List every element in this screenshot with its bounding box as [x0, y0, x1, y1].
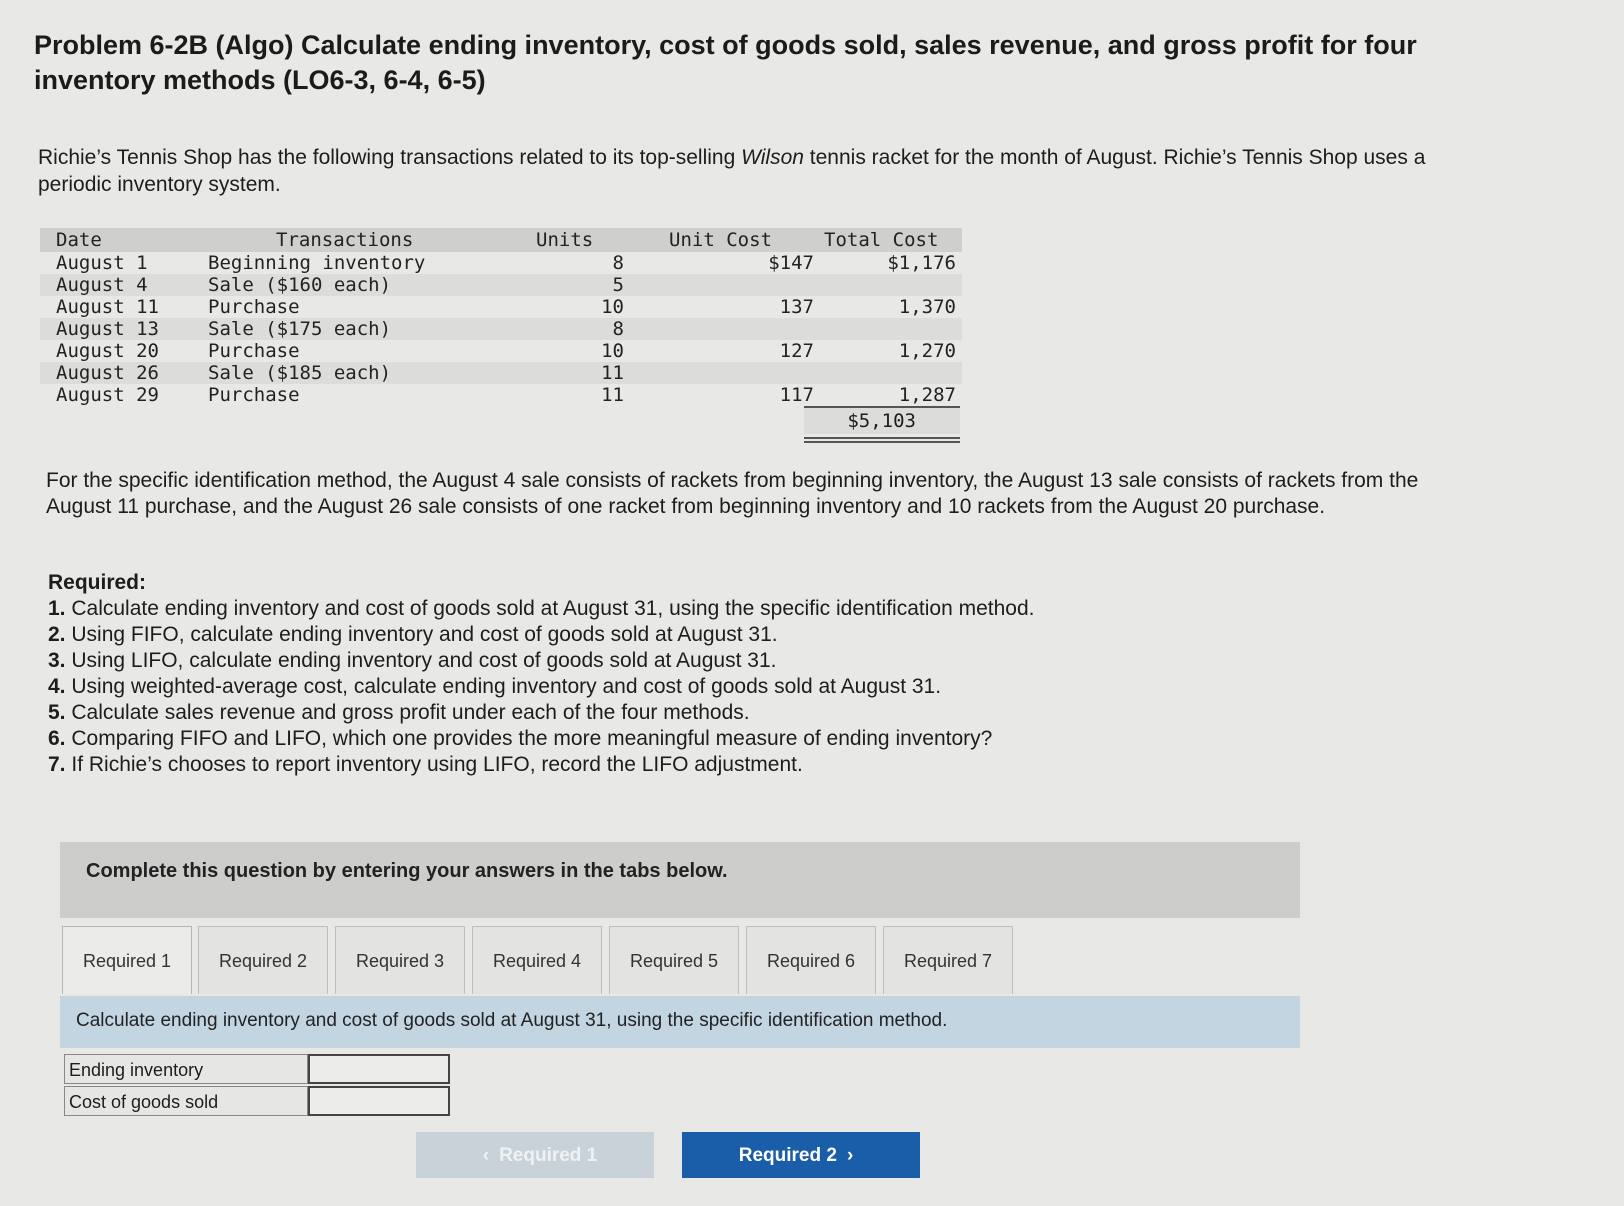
table-row — [40, 252, 962, 274]
row-units: 11 — [601, 362, 624, 384]
grand-total-double-rule — [804, 437, 960, 443]
intro-before: Richie’s Tennis Shop has the following transactions related to its top-selling — [38, 146, 742, 169]
specific-identification-note: For the specific identification method, the August 4 sale consists of rackets from beginning inventory, the August 13 sale consists of rackets from the August 11 purchase, and the August 26 sale consists of one racket from beginning inventory and 10 rackets from the August 20 purchase. — [46, 469, 1419, 518]
required-item — [48, 648, 1468, 674]
row-units: 5 — [612, 274, 624, 296]
required-item-text: If Richie’s chooses to report inventory using LIFO, record the LIFO adjustment. — [71, 753, 803, 776]
table-row — [40, 340, 962, 362]
row-units: 10 — [601, 340, 624, 362]
inventory-table-header — [40, 228, 962, 252]
required-item — [48, 674, 1468, 700]
instruction-panel — [60, 842, 1300, 918]
row-units: 10 — [601, 296, 624, 318]
row-unit-cost: 137 — [779, 296, 814, 318]
header-transactions: Transactions — [276, 229, 414, 251]
required-item-num: 7. — [48, 753, 66, 776]
tab-required-7[interactable]: Required 7 — [883, 926, 1013, 994]
required-item — [48, 622, 1468, 648]
row-date: August 20 — [56, 340, 159, 362]
row-units: 8 — [612, 318, 624, 340]
required-item-num: 5. — [48, 701, 66, 724]
row-date: August 4 — [56, 274, 148, 296]
tab-required-6[interactable]: Required 6 — [746, 926, 876, 994]
row-units: 11 — [601, 384, 624, 406]
row-date: August 11 — [56, 296, 159, 318]
required-item — [48, 752, 1468, 778]
required-item-text: Using weighted-average cost, calculate ending inventory and cost of goods sold at August 31. — [71, 675, 942, 698]
cogs-label: Cost of goods sold — [64, 1086, 308, 1116]
tab-required-4[interactable]: Required 4 — [472, 926, 602, 994]
required-item-num: 3. — [48, 649, 66, 672]
row-transaction: Sale ($185 each) — [208, 362, 392, 384]
required-item-text: Calculate sales revenue and gross profit under each of the four methods. — [71, 701, 750, 724]
required-item-text: Using LIFO, calculate ending inventory and cost of goods sold at August 31. — [71, 649, 777, 672]
row-transaction: Purchase — [208, 384, 300, 406]
prev-label: Required 1 — [499, 1145, 598, 1166]
tab-required-1[interactable]: Required 1 — [62, 926, 192, 994]
required-item — [48, 700, 1468, 726]
required-item — [48, 726, 1468, 752]
header-unit-cost: Unit Cost — [669, 229, 772, 251]
required-list — [48, 570, 1468, 778]
row-unit-cost: 117 — [779, 384, 814, 406]
inventory-table — [40, 228, 962, 406]
prev-required-button[interactable] — [416, 1132, 654, 1178]
row-unit-cost: $147 — [768, 252, 814, 274]
row-date: August 1 — [56, 252, 148, 274]
tab-required-3[interactable]: Required 3 — [335, 926, 465, 994]
intro-paragraph — [38, 144, 1478, 198]
ending-inventory-input[interactable] — [308, 1054, 450, 1084]
header-total-cost: Total Cost — [824, 229, 939, 251]
grand-total: $5,103 — [847, 410, 916, 432]
required-item-num: 2. — [48, 623, 66, 646]
tab-required-5[interactable]: Required 5 — [609, 926, 739, 994]
table-row — [40, 318, 962, 340]
next-label: Required 2 — [738, 1145, 837, 1166]
row-total-cost: 1,287 — [898, 384, 956, 406]
row-total-cost: 1,370 — [898, 296, 956, 318]
table-row — [40, 362, 962, 384]
row-total-cost: 1,270 — [898, 340, 956, 362]
problem-title: Problem 6-2B (Algo) Calculate ending inventory, cost of goods sold, sales revenue, and gross profit for four inventory methods (LO6-3, 6-4, 6-5) — [34, 30, 1417, 95]
table-row — [40, 384, 962, 406]
tab-required-2[interactable]: Required 2 — [198, 926, 328, 994]
required-item-num: 1. — [48, 597, 66, 620]
required-item-text: Using FIFO, calculate ending inventory and cost of goods sold at August 31. — [71, 623, 778, 646]
required-item-text: Calculate ending inventory and cost of goods sold at August 31, using the specific identification method. — [71, 597, 1035, 620]
row-date: August 13 — [56, 318, 159, 340]
tab-description-bar — [60, 996, 1300, 1048]
table-row — [40, 274, 962, 296]
row-units: 8 — [612, 252, 624, 274]
row-transaction: Purchase — [208, 296, 300, 318]
cogs-input[interactable] — [308, 1086, 450, 1116]
table-row — [40, 296, 962, 318]
row-transaction: Beginning inventory — [208, 252, 426, 274]
ending-inventory-label: Ending inventory — [64, 1054, 308, 1084]
required-item-num: 4. — [48, 675, 66, 698]
intro-after: tennis racket for the month of August. Richie’s Tennis Shop uses a periodic inventory system. — [38, 146, 1426, 196]
row-date: August 29 — [56, 384, 159, 406]
header-units: Units — [536, 229, 594, 251]
required-item-num: 6. — [48, 727, 66, 750]
required-heading: Required: — [48, 571, 147, 594]
header-date: Date — [56, 229, 102, 251]
intro-brand: Wilson — [741, 146, 804, 169]
next-required-button[interactable] — [682, 1132, 920, 1178]
panel-instruction: Complete this question by entering your answers in the tabs below. — [86, 860, 728, 882]
row-total-cost: $1,176 — [887, 252, 956, 274]
required-item — [48, 596, 1468, 622]
required-item-text: Comparing FIFO and LIFO, which one provides the more meaningful measure of ending inventory? — [71, 727, 993, 750]
chevron-right-icon: › — [846, 1145, 854, 1166]
row-transaction: Sale ($175 each) — [208, 318, 392, 340]
row-unit-cost: 127 — [779, 340, 814, 362]
tab-description: Calculate ending inventory and cost of goods sold at August 31, using the specific identification method. — [76, 1010, 948, 1031]
row-date: August 26 — [56, 362, 159, 384]
chevron-left-icon: ‹ — [482, 1145, 490, 1166]
row-transaction: Purchase — [208, 340, 300, 362]
row-transaction: Sale ($160 each) — [208, 274, 392, 296]
tab-bar — [62, 926, 1302, 996]
